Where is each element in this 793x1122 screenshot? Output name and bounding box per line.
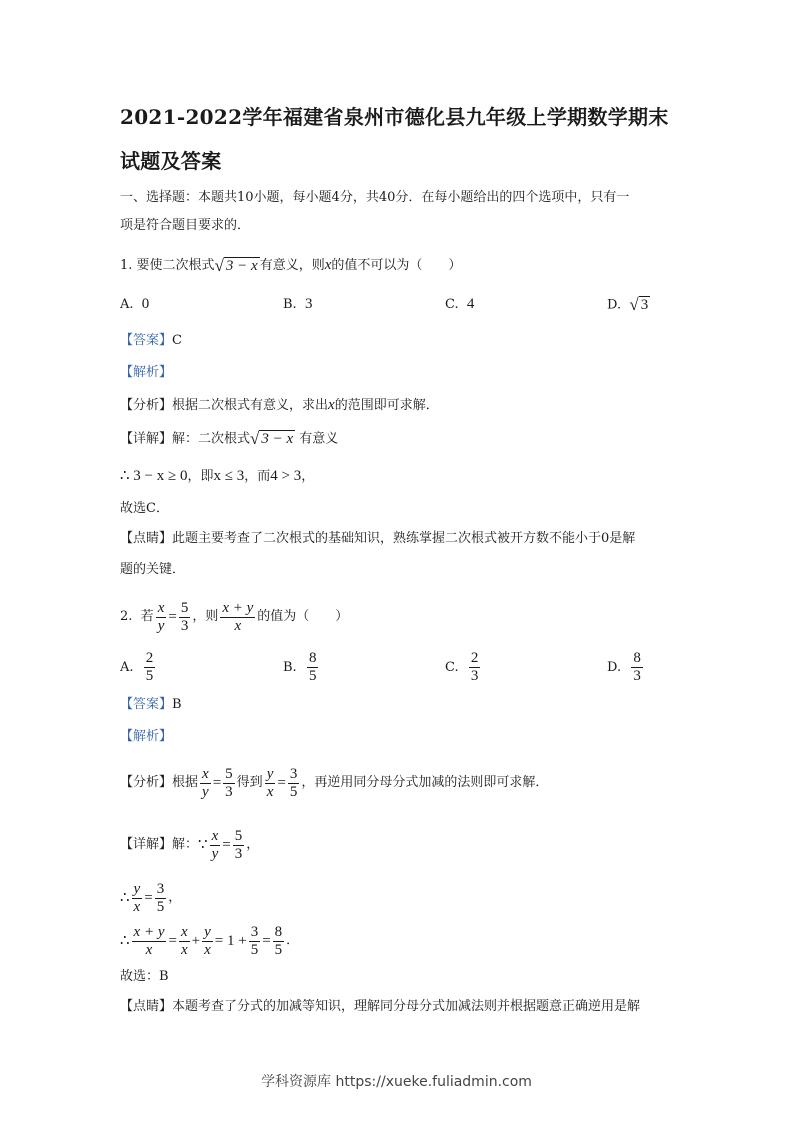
xiangjie-text: 解：: [172, 837, 199, 852]
q2-stem-pre: 若: [140, 609, 154, 624]
frac-num: 3: [156, 880, 165, 897]
option-frac: [307, 650, 319, 685]
option-value: 0: [141, 296, 150, 312]
q2-option-c: [445, 650, 482, 685]
xiangjie-text: 有意义: [299, 431, 339, 447]
q1-stem-mid: 有意义，则: [259, 258, 325, 273]
option-value: 3: [640, 297, 649, 313]
frac-den: 3: [633, 668, 641, 684]
q2-stem-mid: ，则: [192, 609, 219, 624]
frac-den: 3: [180, 617, 189, 634]
step-math: ∴ 3 − x ≥ 0: [120, 468, 188, 484]
frac-num: x: [202, 765, 209, 782]
frac-den: 3: [470, 668, 479, 684]
step-math: 4 > 3: [270, 468, 302, 484]
frac-num: x: [180, 923, 188, 940]
radical-sign-icon: √: [629, 295, 639, 314]
fenxi-tag: 【分析】: [120, 398, 173, 413]
frac-num: 3: [289, 765, 298, 782]
answer-tag: 【答案】: [120, 333, 173, 348]
doc-title-line1: 2021-2022学年福建省泉州市德化县九年级上学期数学期末: [120, 105, 669, 129]
fenxi-tag: 【分析】: [120, 775, 173, 790]
frac-num: y: [266, 765, 274, 782]
frac-den: x: [234, 617, 242, 634]
frac-den: 5: [145, 668, 154, 684]
xiangjie-sqrt: [250, 430, 295, 448]
fenxi-frac: [265, 766, 276, 801]
q2-answer: [120, 696, 182, 714]
q2-fenxi: [120, 764, 548, 802]
punct: ，: [246, 837, 260, 852]
frac-num: 5: [234, 827, 243, 844]
option-frac: [631, 650, 643, 685]
dianjing-tag: 【点睛】: [120, 999, 173, 1014]
frac-den: y: [202, 783, 209, 800]
dianjing-text: 本题考查了分式的加减等知识，理解同分母分式加减法则并根据题意正确逆用是解: [172, 999, 641, 1014]
because-symbol: ∵: [198, 837, 208, 853]
option-frac: [144, 650, 156, 685]
xiangjie-frac: [233, 828, 245, 863]
q1-step1: [120, 467, 314, 486]
frac-num: 8: [274, 923, 283, 940]
equals-one-plus: = 1 +: [214, 933, 247, 949]
equals-sign: =: [144, 890, 153, 906]
section-intro-line1: 一、选择题：本题共10小题，每小题4分，共40分．在每小题给出的四个选项中，只有一: [120, 190, 630, 205]
frac-num: 3: [250, 923, 259, 940]
q1-xiangjie: [120, 430, 338, 449]
q2-choose: 故选：B: [120, 969, 169, 984]
step-frac: [155, 881, 167, 916]
equals-sign: =: [262, 933, 271, 949]
fenxi-text: 得到: [236, 775, 263, 790]
q1-analysis-tag: 【解析】: [120, 365, 173, 380]
fenxi-text: 的范围即可求解．: [334, 398, 439, 413]
q2-frac-xy-over-x: [220, 600, 255, 635]
equals-sign: =: [277, 775, 286, 791]
step-frac: [202, 924, 213, 959]
equals-sign: =: [168, 609, 177, 625]
option-letter: D.: [607, 660, 622, 675]
q1-var: x: [324, 257, 332, 273]
q2-stem: [120, 598, 348, 636]
frac-num: 5: [180, 599, 189, 616]
q2-number: 2.: [120, 609, 133, 624]
plus-sign: +: [191, 933, 201, 949]
option-letter: B.: [283, 660, 297, 675]
q1-dianjing-line2: 题的关键．: [120, 562, 186, 577]
fenxi-text: ，再逆用同分母分式加减的法则即可求解．: [301, 775, 549, 790]
step-math: x ≤ 3: [213, 468, 245, 484]
q1-stem-post: 的值不可以为（ ）: [331, 258, 462, 273]
q1-dianjing: [120, 530, 635, 548]
step-text: ，而: [244, 469, 271, 484]
xiangjie-tag: 【详解】: [120, 837, 173, 852]
q1-choose: 故选C．: [120, 501, 169, 516]
q1-option-a: [120, 296, 149, 313]
option-value: 3: [304, 296, 313, 312]
option-letter: A.: [120, 297, 134, 312]
q2-stem-post: 的值为（ ）: [257, 609, 349, 624]
frac-num: x: [157, 599, 165, 616]
fenxi-text: 根据: [172, 775, 199, 790]
xiangjie-frac: [210, 828, 221, 863]
fenxi-text: 根据二次根式有意义，求出: [172, 398, 329, 413]
q2-frac-x-over-y: [156, 600, 167, 635]
frac-den: 5: [289, 783, 298, 800]
frac-den: 3: [234, 845, 243, 862]
answer-value: C: [172, 333, 182, 348]
step-text: ，: [301, 469, 315, 484]
step-frac: [273, 924, 285, 959]
q1-radicand: 3 − x: [225, 257, 258, 274]
q1-option-c: [445, 296, 474, 313]
q2-option-b: [283, 650, 320, 685]
step-frac: [249, 924, 261, 959]
q2-analysis-tag: 【解析】: [120, 729, 173, 744]
q1-option-b: [283, 296, 312, 313]
frac-den: 5: [250, 941, 259, 958]
frac-den: x: [204, 941, 211, 958]
q2-xiangjie: [120, 826, 259, 864]
step-frac: [132, 881, 143, 916]
frac-den: 5: [308, 668, 317, 684]
q1-stem-pre: 要使二次根式: [136, 258, 215, 273]
frac-den: 3: [225, 783, 233, 800]
frac-num: y: [133, 880, 141, 897]
footer-watermark: 学科资源库 https://xueke.fuliadmin.com: [261, 1074, 532, 1090]
frac-num: 8: [308, 650, 317, 666]
section-intro-line2: 项是符合题目要求的．: [120, 218, 251, 233]
fenxi-frac: [200, 766, 211, 801]
q2-step1: [120, 879, 181, 917]
xiangjie-radicand: 3 − x: [261, 431, 294, 447]
option-letter: C.: [445, 660, 459, 675]
q2-option-a: [120, 650, 157, 685]
therefore-symbol: ∴: [120, 933, 130, 949]
option-value: 4: [466, 296, 475, 312]
frac-num: y: [204, 923, 211, 940]
option-frac: [469, 650, 481, 685]
answer-value: B: [172, 697, 182, 712]
q1-fenxi: [120, 396, 439, 415]
equals-sign: =: [212, 775, 222, 791]
punct: ，: [168, 890, 182, 905]
fenxi-frac: [223, 766, 235, 801]
equals-sign: =: [222, 837, 231, 853]
q1-option-d: [607, 296, 650, 314]
q2-frac-5-over-3: [179, 600, 191, 635]
option-letter: C.: [445, 297, 459, 312]
dianjing-text: 此题主要考查了二次根式的基础知识，熟练掌握二次根式被开方数不能小于0是解: [172, 531, 636, 546]
option-letter: A.: [120, 660, 134, 675]
fenxi-frac: [288, 766, 300, 801]
q1-answer: [120, 332, 182, 350]
xiangjie-text: 解：二次根式: [172, 431, 251, 447]
dianjing-tag: 【点睛】: [120, 531, 173, 546]
frac-den: 5: [274, 941, 283, 958]
option-d-sqrt: [629, 296, 650, 314]
frac-num: x + y: [222, 599, 254, 616]
step-frac: [179, 924, 190, 959]
frac-den: x: [145, 941, 153, 958]
frac-den: y: [211, 845, 219, 862]
q1-stem: [120, 256, 461, 275]
frac-num: x: [211, 827, 219, 844]
frac-den: y: [157, 617, 165, 634]
q1-number: 1.: [120, 258, 133, 273]
answer-tag: 【答案】: [120, 697, 173, 712]
radical-sign-icon: √: [250, 429, 260, 448]
fenxi-var: x: [328, 397, 335, 413]
option-letter: D.: [607, 297, 622, 313]
doc-title-line2: 试题及答案: [120, 149, 222, 173]
frac-num: 2: [145, 650, 154, 666]
q1-sqrt: [215, 257, 260, 275]
therefore-symbol: ∴: [120, 890, 130, 906]
punct: ．: [286, 933, 300, 948]
frac-num: 2: [470, 650, 479, 666]
frac-den: 5: [156, 898, 165, 915]
radical-sign-icon: √: [214, 255, 224, 275]
q2-option-d: [607, 650, 645, 685]
q2-step2: [120, 922, 299, 960]
frac-num: 8: [633, 650, 641, 666]
option-letter: B.: [283, 297, 297, 312]
xiangjie-tag: 【详解】: [120, 431, 173, 447]
frac-den: x: [133, 898, 141, 915]
step-frac: [132, 924, 167, 959]
frac-den: x: [180, 941, 188, 958]
frac-num: x + y: [133, 923, 165, 940]
step-text: ，即: [187, 469, 214, 484]
q2-dianjing: [120, 998, 640, 1016]
frac-num: 5: [225, 765, 233, 782]
frac-den: x: [266, 783, 274, 800]
equals-sign: =: [168, 933, 177, 949]
